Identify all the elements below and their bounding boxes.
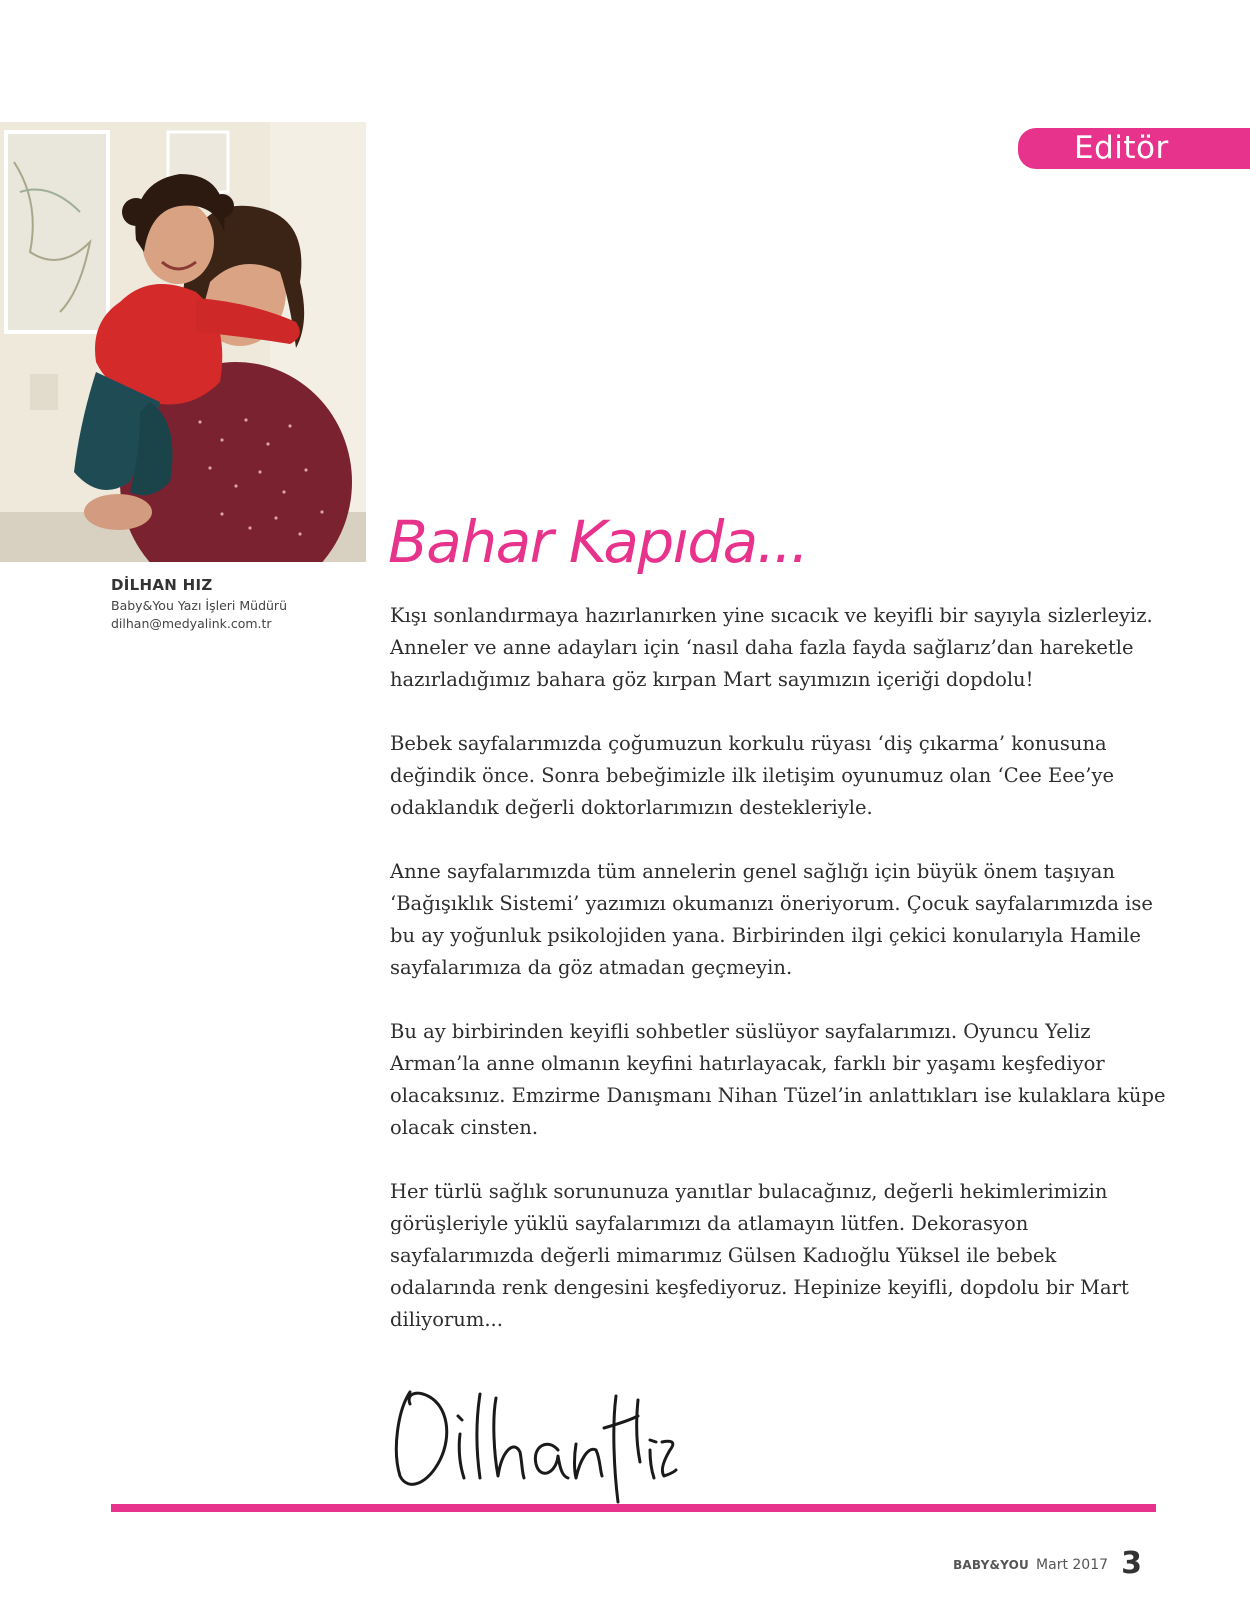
author-email-link[interactable]: dilhan@medyalink.com.tr xyxy=(111,616,272,631)
footer-issue: Mart 2017 xyxy=(1036,1557,1109,1573)
article-paragraph: Her türlü sağlık sorununuza yanıtlar bulacağınız, değerli hekimlerimizin görüşleriyle yüklü sayfalarımızı da atlamayın lütfen. Dekorasyon sayfalarımızda değerli mimarımız Gülsen Kadıoğlu Yüksel ile bebek odalarında renk dengesini keşfediyoruz. Hepinize keyifli, dopdolu bir Mart diliyorum... xyxy=(390,1180,1129,1331)
article-paragraph: Bebek sayfalarımızda çoğumuzun korkulu rüyası ‘diş çıkarma’ konusuna değindik önce. Sonra bebeğimizle ilk iletişim oyunumuz olan ‘Cee Eee’ye odaklandık değerli doktorlarımızın destekleriyle. xyxy=(390,732,1115,819)
author-name: DİLHAN HIZ xyxy=(111,576,213,594)
divider-rule xyxy=(111,1504,1156,1512)
author-photo xyxy=(0,122,366,562)
handwritten-signature xyxy=(388,1380,678,1505)
footer-brand: BABY&YOU xyxy=(953,1558,1029,1572)
article-paragraph: Kışı sonlandırmaya hazırlanırken yine sıcacık ve keyifli bir sayıyla sizlerleyiz. Anneler ve anne adayları için ‘nasıl daha fazla fayda sağlarız’dan hareketle hazırladığımız bahara göz kırpan Mart sayımızın içeriği dopdolu! xyxy=(390,604,1153,691)
article-paragraph: Bu ay birbirinden keyifli sohbetler süslüyor sayfalarımızı. Oyuncu Yeliz Arman’la anne olmanın keyfini hatırlayacak, farklı bir yaşamı keşfediyor olacaksınız. Emzirme Danışmanı Nihan Tüzel’in anlattıkları ise kulaklara küpe olacak cinsten. xyxy=(390,1020,1166,1139)
author-info xyxy=(111,576,361,633)
author-role: Baby&You Yazı İşleri Müdürü xyxy=(111,598,287,613)
page-footer xyxy=(953,1546,1142,1581)
page-number: 3 xyxy=(1121,1546,1142,1581)
article-title: Bahar Kapıda... xyxy=(388,508,808,576)
article-paragraph: Anne sayfalarımızda tüm annelerin genel sağlığı için büyük önem taşıyan ‘Bağışıklık Sistemi’ yazımızı okumanızı öneriyorum. Çocuk sayfalarımızda ise bu ay yoğunluk psikolojiden yana. Birbirinden ilgi çekici konularıyla Hamile sayfalarımıza da göz atmadan geçmeyin. xyxy=(390,860,1153,979)
section-tab-editor: Editör xyxy=(1018,128,1250,169)
article-body xyxy=(390,600,1168,1368)
